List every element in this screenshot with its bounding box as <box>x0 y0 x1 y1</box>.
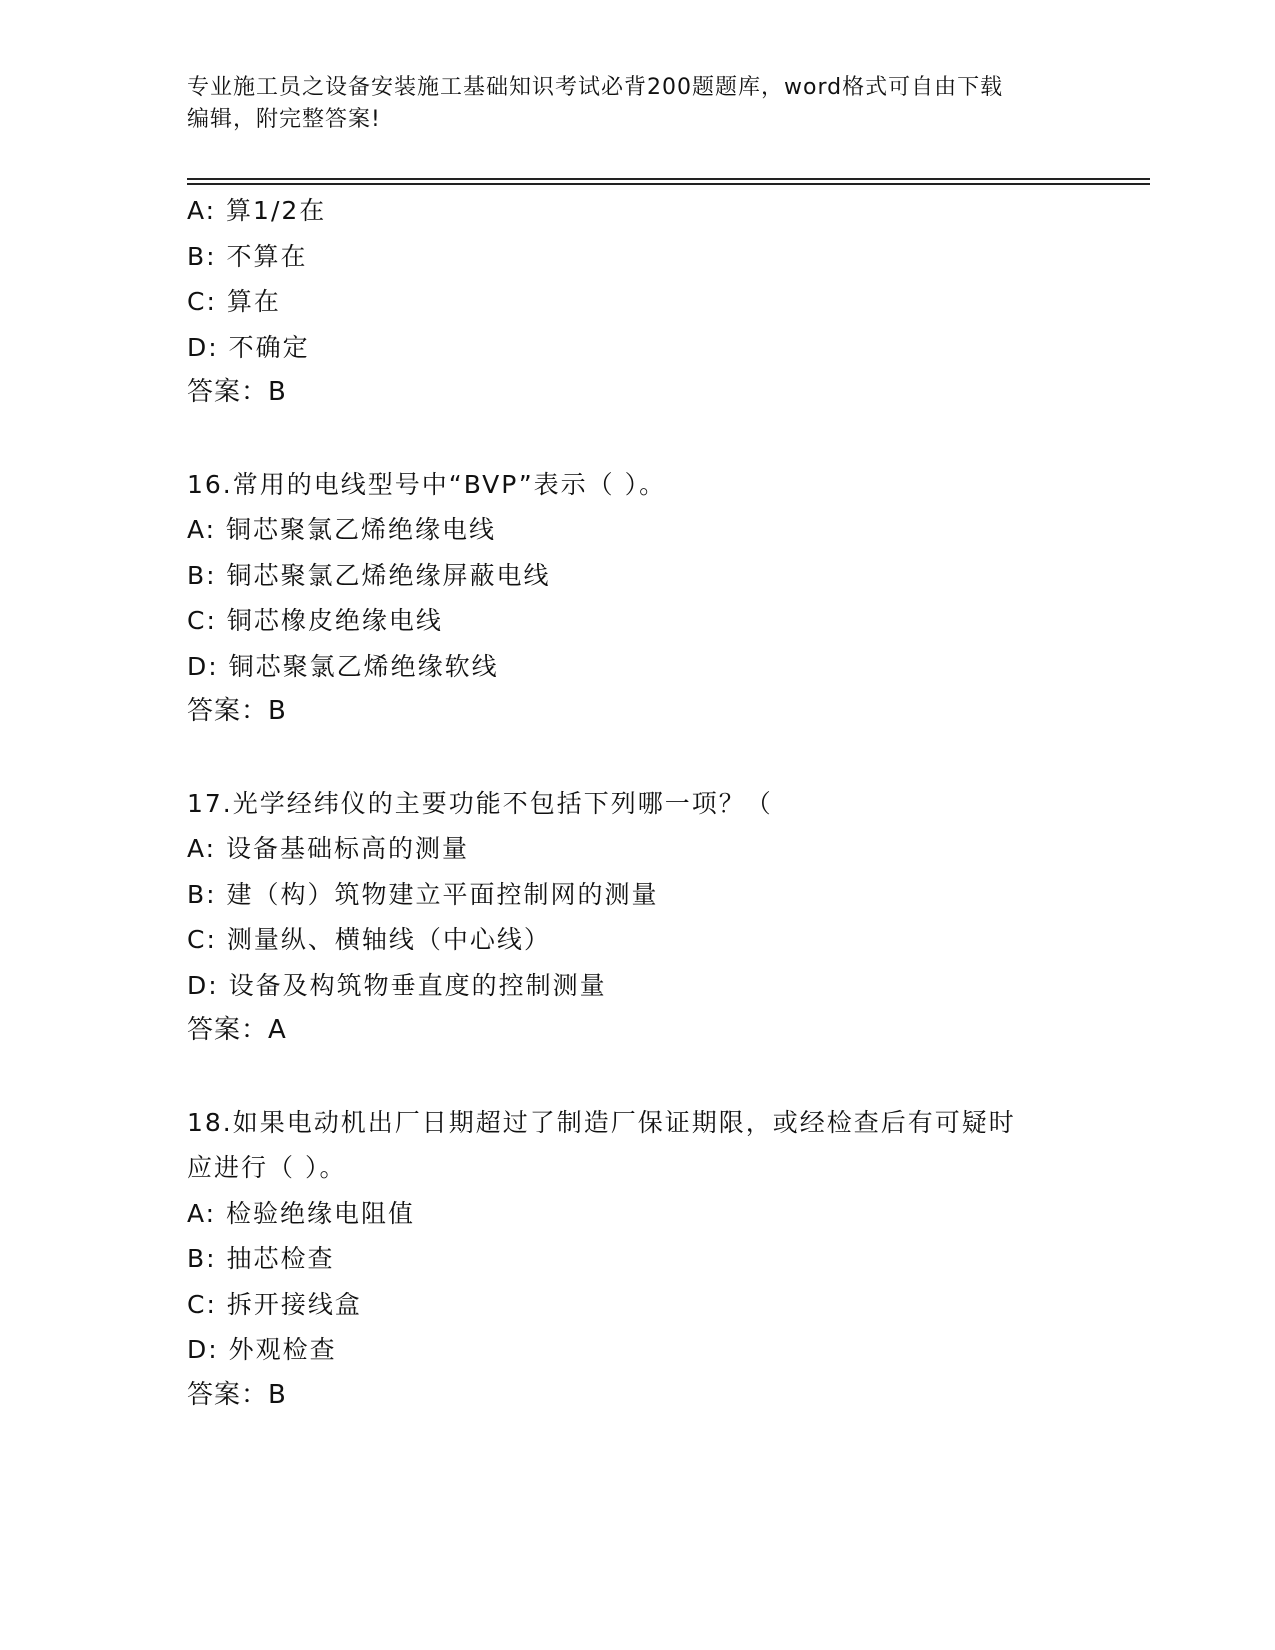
option-b: B: 铜芯聚氯乙烯绝缘屏蔽电线 <box>187 560 551 590</box>
header-title-line-1: 专业施工员之设备安装施工基础知识考试必背200题题库，word格式可自由下载 <box>187 75 1004 100</box>
question-text: 16.常用的电线型号中“BVP”表示（ ）。 <box>187 469 667 499</box>
spacer <box>187 416 1087 462</box>
question-text-line-1: 18.如果电动机出厂日期超过了制造厂保证期限，或经检查后有可疑时 <box>187 1107 1016 1137</box>
answer-label: 答案：B <box>187 696 287 726</box>
spacer <box>187 735 1087 781</box>
question-15 <box>187 188 1087 416</box>
question-17 <box>187 781 1087 1054</box>
question-list <box>187 188 1087 1418</box>
answer-label: 答案：B <box>187 377 287 407</box>
option-d: D: 铜芯聚氯乙烯绝缘软线 <box>187 651 499 681</box>
option-d: D: 不确定 <box>187 332 310 362</box>
header-divider-top <box>187 178 1150 180</box>
option-d: D: 设备及构筑物垂直度的控制测量 <box>187 970 607 1000</box>
question-16 <box>187 462 1087 735</box>
question-text-line-2: 应进行（ ）。 <box>187 1153 347 1182</box>
option-c: C: 算在 <box>187 287 281 316</box>
option-b: B: 抽芯检查 <box>187 1244 335 1273</box>
option-a: A: 检验绝缘电阻值 <box>187 1198 416 1228</box>
option-b: B: 不算在 <box>187 241 308 271</box>
option-b: B: 建（构）筑物建立平面控制网的测量 <box>187 879 659 909</box>
option-c: C: 铜芯橡皮绝缘电线 <box>187 606 443 635</box>
option-a: A: 铜芯聚氯乙烯绝缘电线 <box>187 515 497 544</box>
answer-label: 答案：B <box>187 1379 287 1410</box>
option-a: A: 算1/2在 <box>187 196 327 225</box>
question-text: 17.光学经纬仪的主要功能不包括下列哪一项？（ <box>187 788 773 818</box>
answer-label: 答案：A <box>187 1015 287 1045</box>
option-c: C: 拆开接线盒 <box>187 1289 362 1319</box>
document-header <box>187 72 1087 136</box>
option-a: A: 设备基础标高的测量 <box>187 834 470 863</box>
spacer <box>187 1054 1087 1100</box>
option-c: C: 测量纵、横轴线（中心线） <box>187 925 551 954</box>
header-title-line-2: 编辑，附完整答案! <box>187 107 381 132</box>
question-18 <box>187 1100 1087 1419</box>
header-divider-bottom <box>187 183 1150 185</box>
option-d: D: 外观检查 <box>187 1335 337 1364</box>
